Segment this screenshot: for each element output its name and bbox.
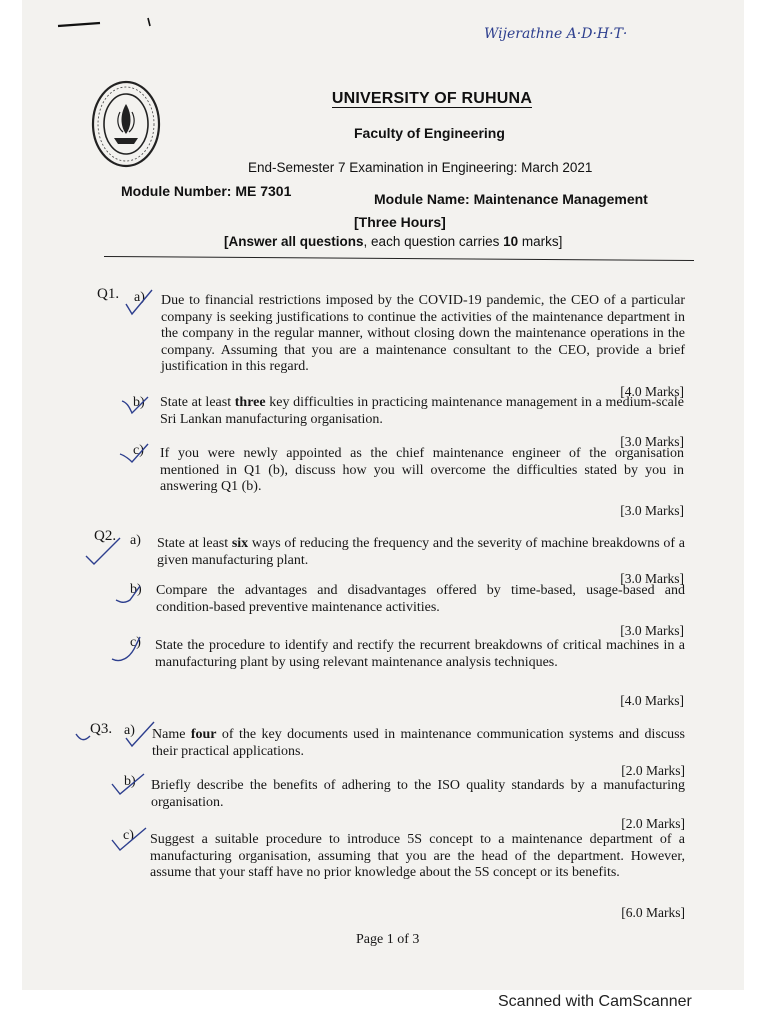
question-text: Briefly describe the benefits of adhering to the ISO quality standards by a manufacturing organisation. — [151, 778, 685, 810]
part-label: c) — [123, 828, 134, 843]
check-mark — [110, 580, 150, 610]
question-text-start: Name — [152, 727, 191, 742]
marks-label: [2.0 Marks] — [621, 763, 685, 778]
question-text — [152, 727, 685, 760]
part-label: a) — [124, 723, 135, 738]
check-mark — [70, 716, 160, 756]
instructions-open: [Answer — [224, 234, 282, 249]
part-label: a) — [130, 533, 141, 548]
marks-label: [6.0 Marks] — [621, 905, 685, 920]
question-text-end: key difficulties in practicing maintenance management in a medium-scale Sri Lankan manufacturing organisation. — [160, 395, 684, 427]
question-number: Q1. — [97, 286, 120, 302]
question-text-emphasis: three — [234, 395, 266, 410]
check-mark — [106, 770, 156, 804]
marks-label: [3.0 Marks] — [620, 623, 684, 638]
question-text-end: of the key documents used in maintenance communication systems and discuss their practical applications. — [152, 727, 685, 759]
handwritten-student-name: Wijerathne A·D·H·T· — [484, 26, 628, 42]
instructions-middle: , each question carries — [363, 234, 504, 249]
scanner-watermark: Scanned with CamScanner — [498, 993, 692, 1010]
question-text: Suggest a suitable procedure to introduce 5S concept to a maintenance department of a manufacturing organisation, assuming that you are the head of the department. However, assume that your staff have no prior knowledge about the 5S concept or its benefits. — [150, 832, 685, 880]
part-label: c) — [133, 443, 144, 458]
part-label: b) — [124, 774, 136, 789]
instructions-marks-value: 10 — [503, 234, 519, 249]
question-text — [157, 536, 685, 569]
marks-label: [3.0 Marks] — [620, 434, 684, 449]
page-number: Page 1 of 3 — [356, 932, 420, 947]
question-number: Q2. — [94, 528, 117, 544]
question-text: State the procedure to identify and rectify the recurrent breakdowns of critical machines in a manufacturing plant by using relevant maintenance analysis techniques. — [155, 638, 685, 670]
instructions-close: marks] — [518, 234, 563, 249]
marks-label: [2.0 Marks] — [621, 816, 685, 831]
part-label: b) — [130, 582, 142, 597]
check-mark — [80, 530, 140, 570]
pen-stroke-mark — [56, 14, 166, 34]
module-name: Module Name: Maintenance Management — [374, 191, 648, 207]
faculty-name: Faculty of Engineering — [354, 125, 505, 141]
marks-label: [3.0 Marks] — [620, 571, 684, 586]
module-number: Module Number: ME 7301 — [121, 183, 292, 199]
marks-label: [3.0 Marks] — [620, 503, 684, 518]
part-label: a) — [134, 290, 145, 305]
question-text-end: ways of reducing the frequency and the severity of machine breakdowns of a given manufacturing plant. — [157, 536, 685, 568]
question-text: Due to financial restrictions imposed by the COVID-19 pandemic, the CEO of a particular company is seeking justifications to continue the activities of the maintenance department in the company in the regular manner, without closing down the maintenance operations in the company. Assuming that you are a maintenance consultant to the CEO, provide a brief justification in this regard. — [161, 293, 685, 374]
question-text — [160, 395, 684, 428]
university-title: UNIVERSITY OF RUHUNA — [331, 90, 533, 107]
marks-label: [4.0 Marks] — [620, 384, 684, 399]
part-label: b) — [133, 395, 145, 410]
question-text-emphasis: four — [190, 727, 217, 742]
exam-title: End-Semester 7 Examination in Engineering: March 2021 — [248, 160, 593, 175]
check-mark — [118, 393, 158, 423]
instructions-all-questions: all questions — [281, 234, 364, 249]
question-text: If you were newly appointed as the chief maintenance engineer of the organisation mentioned in Q1 (b), discuss how you will overcome the difficulties stated by you in answering Q1 (b). — [160, 446, 684, 494]
question-text-emphasis: six — [231, 536, 249, 551]
check-mark — [108, 633, 148, 669]
question-text-start: State at least — [160, 395, 235, 410]
part-label: c) — [130, 635, 141, 650]
exam-instructions — [224, 234, 562, 249]
question-number: Q3. — [90, 721, 113, 737]
question-text-start: State at least — [157, 536, 232, 551]
marks-label: [4.0 Marks] — [620, 693, 684, 708]
check-mark — [116, 440, 156, 470]
check-mark — [100, 284, 160, 324]
exam-duration: [Three Hours] — [354, 214, 446, 230]
check-mark — [106, 824, 156, 858]
question-text: Compare the advantages and disadvantages offered by time-based, usage-based and condition-based preventive maintenance activities. — [156, 583, 685, 615]
